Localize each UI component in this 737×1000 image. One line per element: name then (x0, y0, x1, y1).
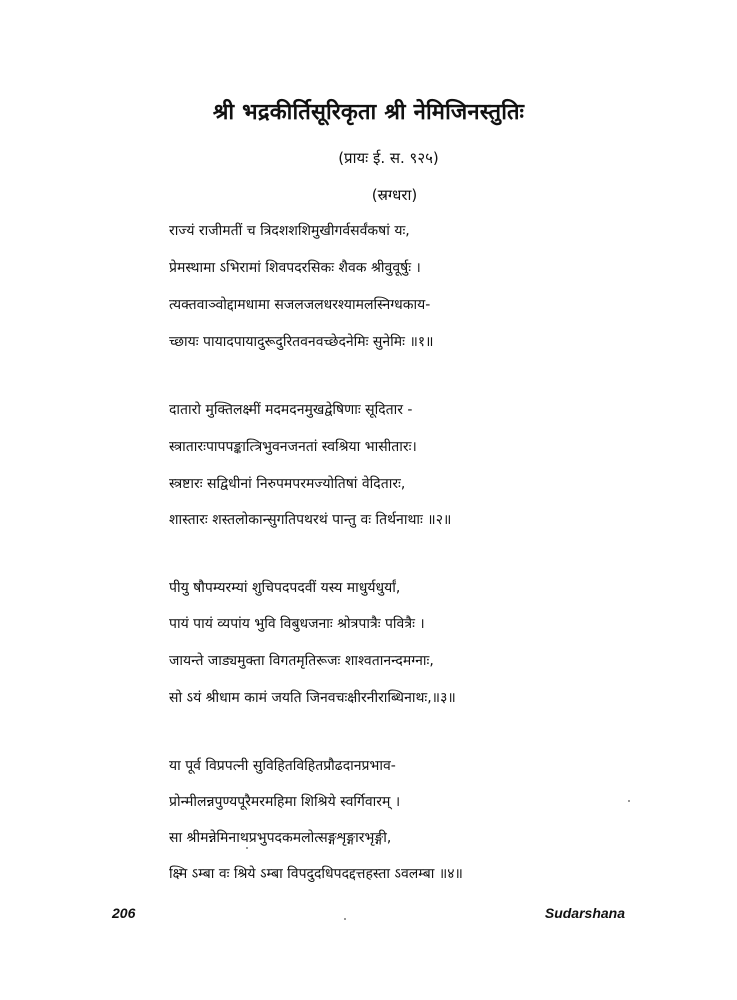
page-title: श्री भद्रकीर्तिसूरिकृता श्री नेमिजिनस्तुतिः (212, 100, 525, 125)
verse-3-line-2: पायं पायं व्यपांय भुवि विबुधजनाः श्रोत्रपात्रैः पवित्रैः । (169, 616, 425, 632)
verse-2-line-4: शास्तारः शस्तलोकान्सुगतिपथरथं पान्तु वः तिर्थनाथाः ॥२॥ (169, 512, 452, 528)
scan-speck (246, 847, 248, 849)
verse-4-line-1: या पूर्व विप्रपत्नी सुविहितविहितप्रौढदानप्रभाव- (169, 758, 396, 774)
verse-4-line-4: क्ष्मि ऽम्बा वः श्रिये ऽम्बा विपदुदधिपदद्दत्तहस्ता ऽवलम्बा ॥४॥ (169, 866, 463, 882)
verse-4-line-2: प्रोन्मीलन्नपुण्यपूरैमरमहिमा शिश्रिये स्वर्गिवारम् । (169, 794, 401, 810)
verse-1-line-2: प्रेमस्थामा ऽभिरामां शिवपदरसिकः शैवक श्रीवुवूर्षुः । (169, 260, 421, 276)
meter-name: (स्रग्धरा) (371, 186, 418, 204)
date-note: (प्रायः ई. स. ९२५) (338, 149, 439, 167)
verse-3-line-3: जायन्ते जाड्यमुक्ता विगतमृतिरूजः शाश्वतानन्दमग्नाः, (169, 653, 434, 669)
verse-3-line-4: सो ऽयं श्रीधाम कामं जयति जिनवचःक्षीरनीराब्धिनाथः,॥३॥ (169, 690, 456, 706)
verse-1-line-3: त्यक्तवाञ्वोद्दामधामा सजलजलधरश्यामलस्निग्धकाय- (169, 297, 431, 313)
verse-4-line-3: सा श्रीमन्नेमिनाथप्रभुपदकमलोत्सङ्गशृङ्गारभृङ्गी, (169, 830, 392, 846)
scan-speck (344, 918, 346, 920)
journal-name: Sudarshana (544, 905, 625, 921)
verse-1-line-1: राज्यं राजीमतीं च त्रिदशशशिमुखीगर्वसर्वंकषां यः, (169, 223, 410, 239)
page-number: 206 (112, 905, 136, 921)
verse-2-line-1: दातारो मुक्तिलक्ष्मीं मदमदनमुखद्वेषिणाः सूदितार - (169, 402, 413, 418)
verse-1-line-4: च्छायः पायादपायादुरूदुरितवनवच्छेदनेमिः सुनेमिः ॥१॥ (169, 334, 434, 350)
verse-2-line-2: स्त्रातारःपापपङ्कात्त्रिभुवनजनतां स्वश्रिया भासीतारः। (169, 439, 417, 455)
verse-2-line-3: स्त्रष्टारः सद्विधीनां निरुपमपरमज्योतिषां वेदितारः, (169, 476, 406, 492)
scan-speck (628, 800, 630, 802)
verse-3-line-1: पीयु षौपम्यरम्यां शुचिपदपदवीं यस्य माधुर्यधुर्यां, (169, 580, 401, 596)
